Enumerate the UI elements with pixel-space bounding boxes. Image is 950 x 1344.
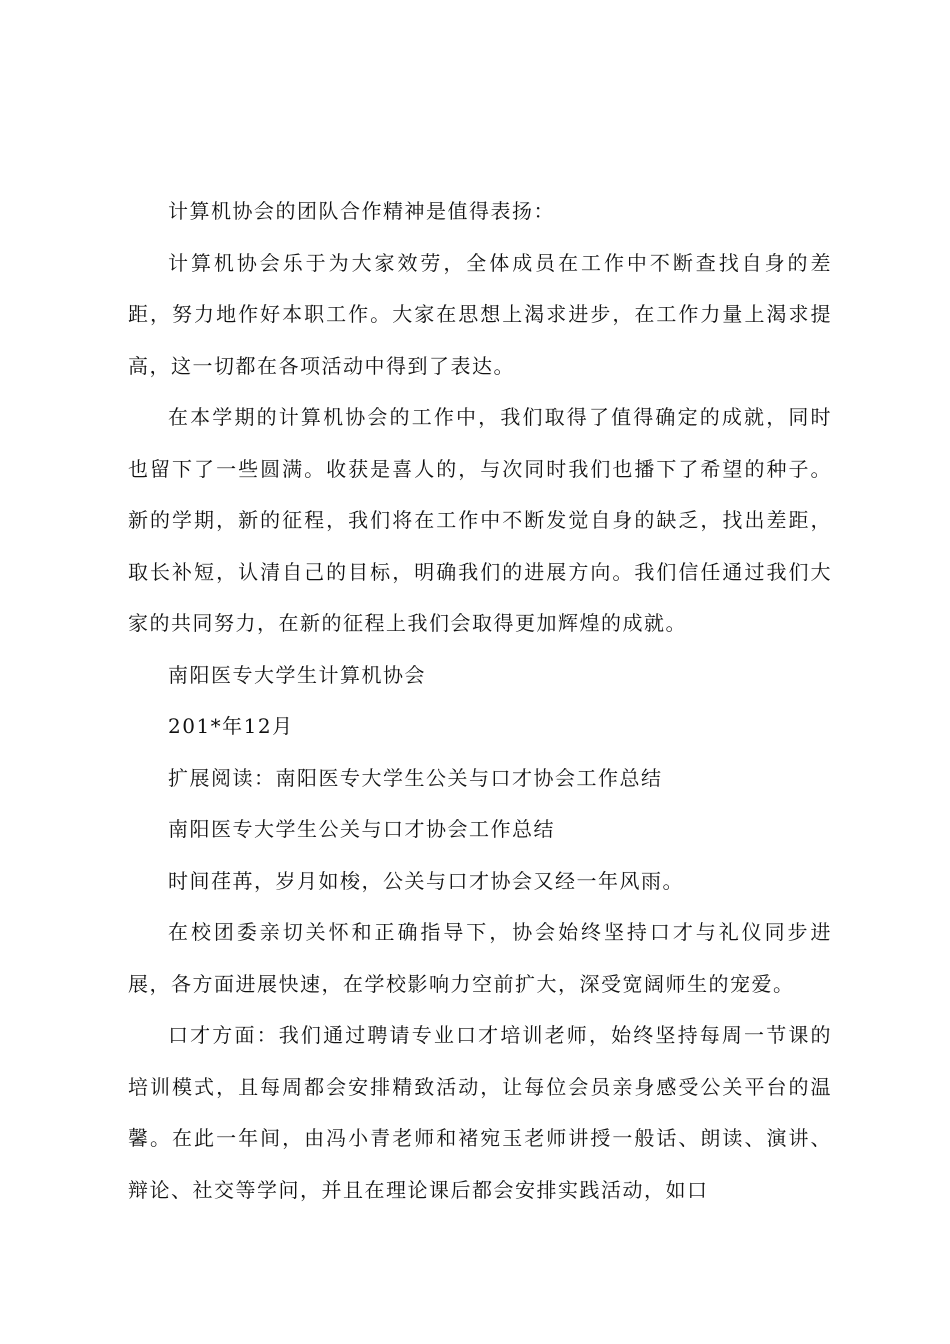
paragraph-achievements: 在本学期的计算机协会的工作中，我们取得了值得确定的成就，同时也留下了一些圆满。收获是喜人的，与次同时我们也播下了希望的种子。新的学期，新的征程，我们将在工作中不断发觉自身的缺乏，找出差距，取长补短，认清自己的目标，明确我们的进展方向。我们信任通过我们大家的共同努力，在新的征程上我们会取得更加辉煌的成就。 <box>128 405 832 635</box>
paragraph-intro: 时间荏苒，岁月如梭，公关与口才协会又经一年风雨。 <box>168 868 684 893</box>
extended-reading-heading: 扩展阅读：南阳医专大学生公关与口才协会工作总结 <box>168 765 663 790</box>
paragraph-team-spirit: 计算机协会的团队合作精神是值得表扬： <box>168 199 555 223</box>
signature-organization: 南阳医专大学生计算机协会 <box>168 662 426 687</box>
signature-date: 201*年12月 <box>168 714 294 738</box>
document-body <box>128 186 832 1216</box>
paragraph-service: 计算机协会乐于为大家效劳，全体成员在工作中不断查找自身的差距，努力地作好本职工作。大家在思想上渴求进步，在工作力量上渴求提高，这一切都在各项活动中得到了表达。 <box>128 250 832 378</box>
section-title: 南阳医专大学生公关与口才协会工作总结 <box>168 817 555 841</box>
paragraph-guidance: 在校团委亲切关怀和正确指导下，协会始终坚持口才与礼仪同步进展，各方面进展快速，在学校影响力空前扩大，深受宽阔师生的宠爱。 <box>128 920 832 996</box>
paragraph-eloquence: 口才方面：我们通过聘请专业口才培训老师，始终坚持每周一节课的培训模式，且每周都会安排精致活动，让每位会员亲身感受公关平台的温馨。在此一年间，由冯小青老师和褚宛玉老师讲授一般话、朗读、演讲、辩论、社交等学问，并且在理论课后都会安排实践活动，如口 <box>128 1023 832 1202</box>
